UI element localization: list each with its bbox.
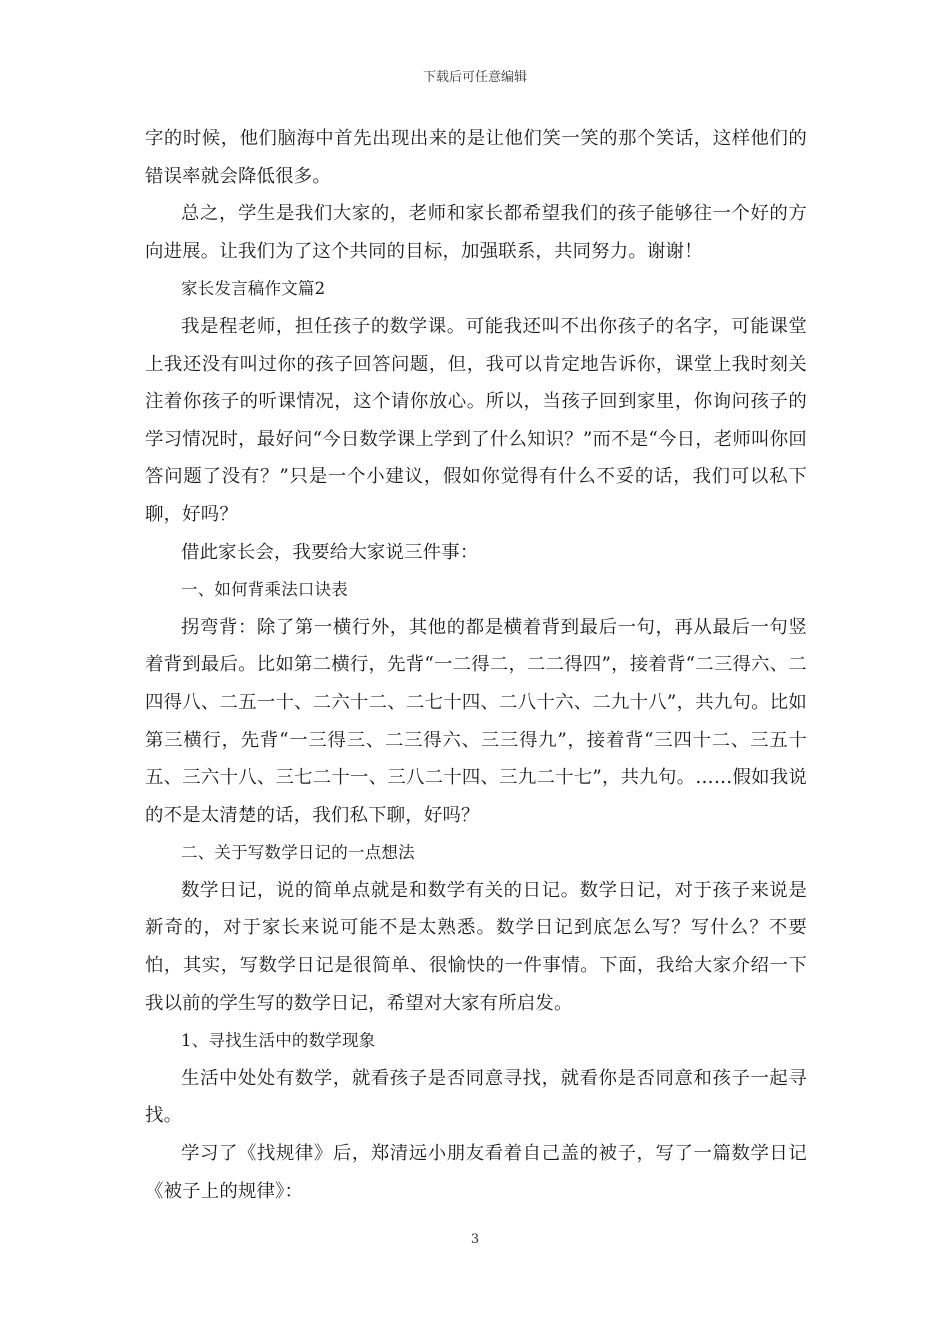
- page-number: 3: [470, 1232, 480, 1247]
- section-title: 家长发言稿作文篇2: [181, 279, 326, 299]
- paragraph: 数学日记，说的简单点就是和数学有关的日记。数学日记，对于孩子来说是新奇的，对于家长来说可能不是太熟悉。数学日记到底怎么写？写什么？不要怕，其实，写数学日记是很简单、很愉快的一件事情。下面，我给大家介绍一下我以前的学生写的数学日记，希望对大家有所启发。: [145, 879, 807, 1014]
- subsection-heading: 1、寻找生活中的数学现象: [181, 1031, 376, 1051]
- section-heading: 二、关于写数学日记的一点想法: [181, 843, 415, 863]
- paragraph: 学习了《找规律》后，郑清远小朋友看着自己盖的被子，写了一篇数学日记《被子上的规律》：: [145, 1143, 807, 1202]
- paragraph: 借此家长会，我要给大家说三件事：: [181, 541, 479, 563]
- paragraph: 我是程老师，担任孩子的数学课。可能我还叫不出你孩子的名字，可能课堂上我还没有叫过你的孩子回答问题，但，我可以肯定地告诉你，课堂上我时刻关注着你孩子的听课情况，这个请你放心。所以，当孩子回到家里，你询问孩子的学习情况时，最好问“今日数学课上学到了什么知识？”而不是“今日，老师叫你回答问题了没有？”只是一个小建议，假如你觉得有什么不妥的话，我们可以私下聊，好吗？: [145, 315, 807, 525]
- paragraph: 生活中处处有数学，就看孩子是否同意寻找，就看你是否同意和孩子一起寻找。: [145, 1067, 807, 1127]
- document-body: [145, 120, 807, 1210]
- page-header: 下载后可任意编辑: [422, 70, 527, 85]
- paragraph: 字的时候，他们脑海中首先出现出来的是让他们笑一笑的那个笑话，这样他们的错误率就会降低很多。: [145, 128, 807, 187]
- paragraph: 总之，学生是我们大家的，老师和家长都希望我们的孩子能够往一个好的方向进展。让我们为了这个共同的目标，加强联系，共同努力。谢谢！: [145, 203, 807, 262]
- section-heading: 一、如何背乘法口诀表: [181, 580, 348, 600]
- paragraph: 拐弯背：除了第一横行外，其他的都是横着背到最后一句，再从最后一句竖着背到最后。比如第二横行，先背“一二得二，二二得四”，接着背“二三得六、二四得八、二五一十、二六十二、二七十四、二八十六、二九十八”，共九句。比如第三横行，先背“一三得三、二三得六、三三得九”，接着背“三四十二、三五十五、三六十八、三七二十一、三八二十四、三九二十七”，共九句。……假如我说的不是太清楚的话，我们私下聊，好吗？: [145, 616, 807, 826]
